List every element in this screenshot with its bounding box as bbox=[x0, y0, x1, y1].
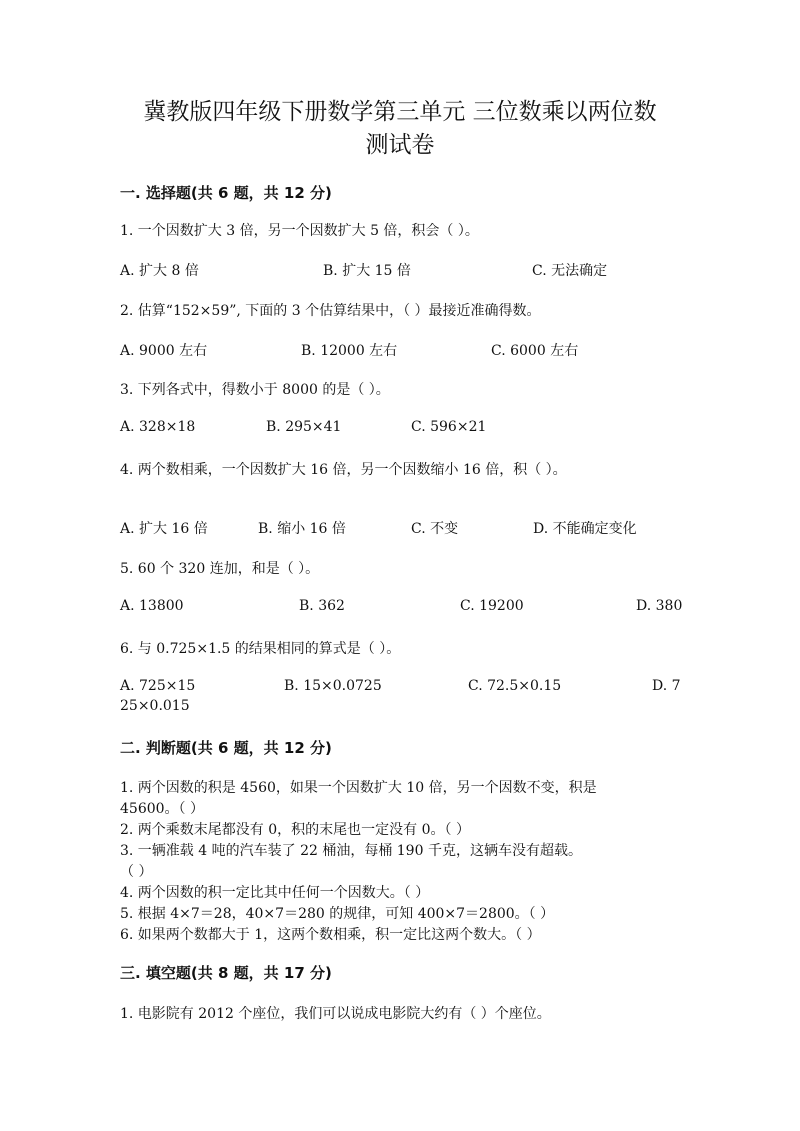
option-d: D. 7 bbox=[652, 678, 681, 694]
option-d: D. 380 bbox=[636, 598, 683, 614]
question-text: 4. 两个数相乘，一个因数扩大 16 倍，另一个因数缩小 16 倍，积（ ）。 bbox=[120, 462, 567, 478]
option-c: C. 无法确定 bbox=[532, 263, 608, 279]
judgement-line: 2. 两个乘数末尾都没有 0，积的末尾也一定没有 0。（ ） bbox=[120, 822, 470, 838]
option-b: B. 12000 左右 bbox=[301, 343, 398, 359]
question-text: 2. 估算“152×59”, 下面的 3 个估算结果中，（ ）最接近准确得数。 bbox=[120, 303, 541, 319]
judgement-line: 1. 两个因数的积是 4560，如果一个因数扩大 10 倍，另一个因数不变，积是 bbox=[120, 780, 597, 796]
question-text: 5. 60 个 320 连加，和是（ ）。 bbox=[120, 561, 320, 577]
judgement-line: （ ） bbox=[120, 864, 153, 880]
section-heading-choice: 一. 选择题(共 6 题，共 12 分) bbox=[120, 184, 332, 202]
option-c: C. 596×21 bbox=[411, 419, 487, 435]
option-c: C. 不变 bbox=[411, 521, 459, 537]
option-b: B. 362 bbox=[299, 598, 345, 614]
option-c: C. 6000 左右 bbox=[491, 343, 579, 359]
exam-title bbox=[0, 96, 800, 162]
option-b: B. 15×0.0725 bbox=[284, 678, 382, 694]
title-line-1: 冀教版四年级下册数学第三单元 三位数乘以两位数 bbox=[143, 99, 657, 125]
option-a: A. 725×15 bbox=[120, 678, 196, 694]
fill-blank-line: 1. 电影院有 2012 个座位，我们可以说成电影院大约有（ ）个座位。 bbox=[120, 1006, 551, 1022]
judgement-line: 3. 一辆准载 4 吨的汽车装了 22 桶油，每桶 190 千克，这辆车没有超载。 bbox=[120, 843, 582, 859]
judgement-line: 5. 根据 4×7＝28，40×7＝280 的规律，可知 400×7＝2800。（ ） bbox=[120, 906, 555, 922]
option-a: A. 9000 左右 bbox=[120, 343, 208, 359]
judgement-line: 4. 两个因数的积一定比其中任何一个因数大。（ ） bbox=[120, 885, 430, 901]
option-d-continued: 25×0.015 bbox=[120, 698, 190, 714]
section-heading-fill-blank: 三. 填空题(共 8 题，共 17 分) bbox=[120, 964, 332, 982]
judgement-line: 6. 如果两个数都大于 1，这两个数相乘，积一定比这两个数大。（ ） bbox=[120, 927, 541, 943]
question-text: 3. 下列各式中，得数小于 8000 的是（ ）。 bbox=[120, 382, 390, 398]
option-a: A. 扩大 8 倍 bbox=[120, 263, 199, 279]
judgement-line: 45600。（ ） bbox=[120, 801, 204, 817]
question-text: 6. 与 0.725×1.5 的结果相同的算式是（ ）。 bbox=[120, 641, 401, 657]
option-b: B. 扩大 15 倍 bbox=[323, 263, 411, 279]
option-c: C. 72.5×0.15 bbox=[468, 678, 562, 694]
option-c: C. 19200 bbox=[460, 598, 524, 614]
title-line-2: 测试卷 bbox=[365, 132, 435, 158]
option-a: A. 13800 bbox=[120, 598, 184, 614]
section-heading-judgement: 二. 判断题(共 6 题，共 12 分) bbox=[120, 739, 332, 757]
option-a: A. 328×18 bbox=[120, 419, 196, 435]
option-b: B. 295×41 bbox=[266, 419, 342, 435]
question-text: 1. 一个因数扩大 3 倍，另一个因数扩大 5 倍，积会（ ）。 bbox=[120, 223, 479, 239]
option-d: D. 不能确定变化 bbox=[533, 521, 637, 537]
option-a: A. 扩大 16 倍 bbox=[120, 521, 208, 537]
option-b: B. 缩小 16 倍 bbox=[258, 521, 346, 537]
